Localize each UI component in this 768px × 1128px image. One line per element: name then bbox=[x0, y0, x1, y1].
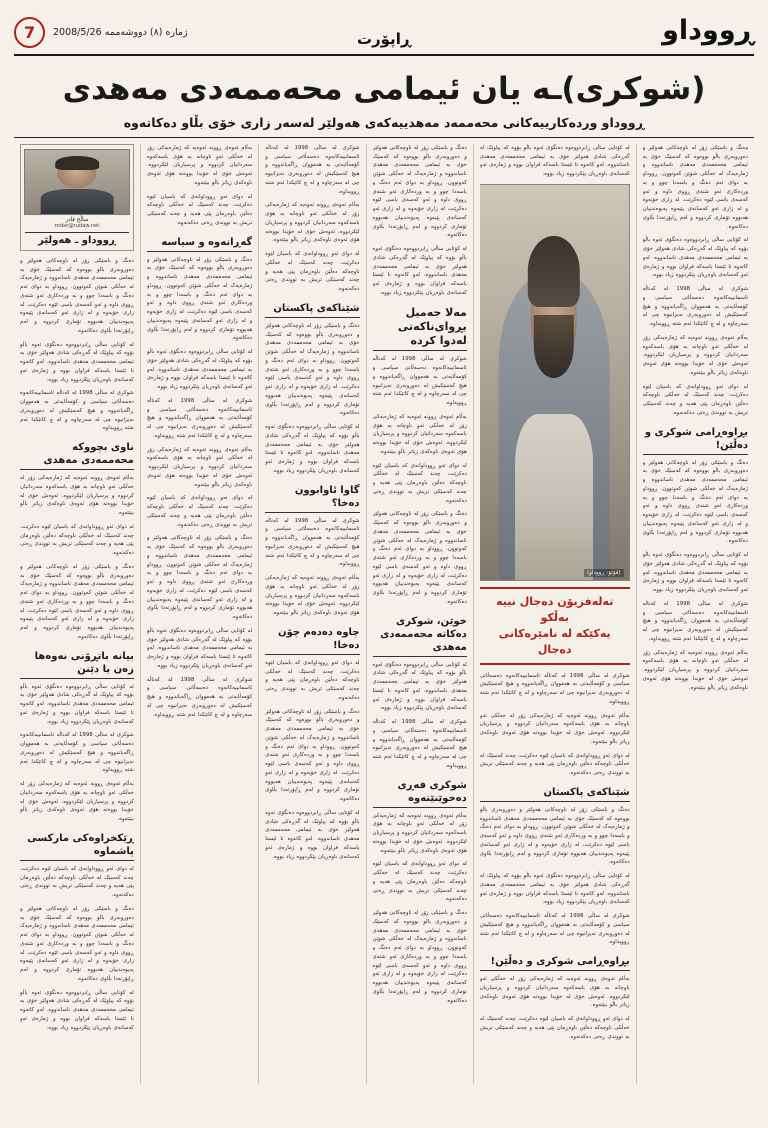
paragraph: ده‌نگ و باسێکی زۆر له‌ ناوچه‌کانی هه‌ولێر و ده‌وروبه‌ری باڵو بووه‌وه‌ که‌ که‌سێک خۆی به‌ ئیمامی محه‌ممه‌دی مه‌هدی ناساندووه‌ و ژماره‌یه‌ک له‌ خه‌ڵکی شوێن که‌وتوون. ڕووداو به‌ دوای ئه‌م ده‌نگ و باسه‌دا چوو و به‌ ورده‌کاری ئه‌و شته‌ی ڕووی داوه‌ و ئه‌و که‌سه‌ی باسی لێوه‌ ده‌کرێت، له‌ زاری خۆیه‌وه‌ و له‌ زاری ئه‌و که‌سانه‌ی پێیه‌وه‌ په‌یوه‌ندیيان هه‌بووه‌ تۆماری کردووه‌ و له‌م ڕاپۆرته‌دا بڵاوی ده‌کاته‌وه‌. bbox=[372, 910, 467, 1004]
section-heading: گاوا ئاوابوون ده‌خا؟ bbox=[265, 484, 359, 513]
paragraph: له‌ کۆتایی ساڵی ڕابردووه‌وه‌ ده‌نگۆی ئه‌وه‌ باڵو بۆوه‌ که‌ پیاوێک له‌ گه‌ڕه‌کی شادی هه‌ولێر خۆی به‌ ئیمامی محه‌ممه‌دی مه‌هدی ناساندووه‌. له‌و کاته‌وه‌ تا ئێستا باسه‌که‌ فراوان بووه‌ و ژماره‌ی ئه‌و که‌سانه‌ی باوه‌ڕیان پێکردووه‌ زیاد بووه‌. bbox=[642, 237, 748, 279]
photo-image bbox=[480, 184, 630, 581]
paragraph: به‌ڵام ئه‌وه‌ی ڕوونه‌ ئه‌وه‌یه‌ که‌ ژماره‌یه‌کی زۆر له‌ خه‌ڵکی ئه‌و ناوچانه‌ به‌ هۆی باسه‌که‌وه‌ سه‌ردانیان کردووه‌ و پرسیاریان لێکردووه‌. ئه‌وه‌ش خۆی له‌ خۆیدا بووه‌ته‌ هۆی ئه‌وه‌ی ناوه‌که‌ی زیاتر باڵو ببێته‌وه‌. bbox=[20, 475, 134, 516]
paragraph: شوکری له‌ ساڵی 1998 له‌ که‌ناڵه‌ ئاسمانیيه‌کانه‌وه‌ ده‌سه‌ڵاتی سیاسی و کۆمه‌ڵایه‌تی به‌ هه‌مووان ڕاگه‌یاندووه‌ و هیچ که‌سێکیش له‌ ده‌وروبه‌ری نه‌یزانیوه‌ چی له‌ سه‌رچاوه‌ و له‌ چ کاتێکدا ئه‌م شته‌ ڕوویداوه‌. bbox=[20, 732, 134, 774]
author-box bbox=[20, 144, 134, 251]
paragraph: له‌ دوای ئه‌و ڕووداوانه‌ی که‌ باسیان لێوه‌ ده‌کرێت، چه‌ند که‌سێک له‌ خه‌ڵکی ناوچه‌که‌ ده‌ڵێن باوه‌ڕمان پێی هه‌یه‌ و چه‌ند که‌سێکی تریش به‌ تووندی ڕه‌تی ده‌که‌نه‌وه‌. bbox=[146, 193, 253, 226]
section-title: ڕاپۆرت bbox=[356, 30, 412, 48]
paragraph: له‌ کۆتایی ساڵی ڕابردووه‌وه‌ ده‌نگۆی ئه‌وه‌ باڵو بۆوه‌ که‌ پیاوێک له‌ گه‌ڕه‌کی شادی هه‌ولێر خۆی به‌ ئیمامی محه‌ممه‌دی مه‌هدی ناساندووه‌. له‌و کاته‌وه‌ تا ئێستا باسه‌که‌ فراوان بووه‌ و ژماره‌ی ئه‌و که‌سانه‌ی باوه‌ڕیان پێکردووه‌ زیاد بووه‌. bbox=[20, 683, 134, 725]
paragraph: به‌ڵام ئه‌وه‌ی ڕوونه‌ ئه‌وه‌یه‌ که‌ ژماره‌یه‌کی زۆر له‌ خه‌ڵکی ئه‌و ناوچانه‌ به‌ هۆی باسه‌که‌وه‌ سه‌ردانیان کردووه‌ و پرسیاریان لێکردووه‌. ئه‌وه‌ش خۆی له‌ خۆیدا بووه‌ته‌ هۆی ئه‌وه‌ی ناوه‌که‌ی زیاتر باڵو ببێته‌وه‌. bbox=[642, 649, 748, 691]
paragraph: ده‌نگ و باسێکی زۆر له‌ ناوچه‌کانی هه‌ولێر و ده‌وروبه‌ری باڵو بووه‌وه‌ که‌ که‌سێک خۆی به‌ ئیمامی محه‌ممه‌دی مه‌هدی ناساندووه‌ و ژماره‌یه‌ک له‌ خه‌ڵکی شوێن که‌وتوون. ڕووداو به‌ دوای ئه‌م ده‌نگ و باسه‌دا چوو و به‌ ورده‌کاری ئه‌و شته‌ی ڕووی داوه‌ و ئه‌و که‌سه‌ی باسی لێوه‌ ده‌کرێت، له‌ زاری خۆیه‌وه‌ و له‌ زاری ئه‌و که‌سانه‌ی پێیه‌وه‌ په‌یوه‌ندیيان هه‌بووه‌ تۆماری کردووه‌ و له‌م ڕاپۆرته‌دا بڵاوی ده‌کاته‌وه‌. bbox=[372, 144, 467, 239]
paragraph: له‌ دوای ئه‌و ڕووداوانه‌ی که‌ باسیان لێوه‌ ده‌کرێت، چه‌ند که‌سێک له‌ خه‌ڵکی ناوچه‌که‌ ده‌ڵێن باوه‌ڕمان پێی هه‌یه‌ و چه‌ند که‌سێکی تریش به‌ تووندی ڕه‌تی ده‌که‌نه‌وه‌. bbox=[642, 383, 748, 416]
paragraph: ده‌نگ و باسێکی زۆر له‌ ناوچه‌کانی هه‌ولێر و ده‌وروبه‌ری باڵو بووه‌وه‌ که‌ که‌سێک خۆی به‌ ئیمامی محه‌ممه‌دی مه‌هدی ناساندووه‌ و ژماره‌یه‌ک له‌ خه‌ڵکی شوێن که‌وتوون. ڕووداو به‌ دوای ئه‌م ده‌نگ و باسه‌دا چوو و به‌ ورده‌کاری ئه‌و شته‌ی ڕووی داوه‌ و ئه‌و که‌سه‌ی باسی لێوه‌ ده‌کرێت، له‌ زاری خۆیه‌وه‌ و له‌ زاری ئه‌و که‌سانه‌ی پێیه‌وه‌ په‌یوه‌ندیيان هه‌بووه‌ تۆماری کردووه‌ و له‌م ڕاپۆرته‌دا بڵاوی ده‌کاته‌وه‌. bbox=[146, 256, 253, 342]
section-heading: ناوی بچووکه‌ محه‌ممه‌دی مه‌هدی bbox=[20, 441, 134, 470]
page-subheadline: ڕووداو ورده‌کاریيه‌کانی محه‌ممه‌د مه‌هدیيه‌که‌ی هه‌ولێر له‌سه‌ر زاری خۆی بڵاو ده‌کاته‌وه‌ bbox=[14, 115, 754, 138]
paragraph: ده‌نگ و باسێکی زۆر له‌ ناوچه‌کانی هه‌ولێر و ده‌وروبه‌ری باڵو بووه‌وه‌ که‌ که‌سێک خۆی به‌ ئیمامی محه‌ممه‌دی مه‌هدی ناساندووه‌ و ژماره‌یه‌ک له‌ خه‌ڵکی شوێن که‌وتوون. ڕووداو به‌ دوای ئه‌م ده‌نگ و باسه‌دا چوو و به‌ ورده‌کاری ئه‌و شته‌ی ڕووی داوه‌ و ئه‌و که‌سه‌ی باسی لێوه‌ ده‌کرێت، له‌ زاری خۆیه‌وه‌ و له‌ زاری ئه‌و که‌سانه‌ی پێیه‌وه‌ په‌یوه‌ندیيان هه‌بووه‌ تۆماری کردووه‌ و له‌م ڕاپۆرته‌دا بڵاوی ده‌کاته‌وه‌. bbox=[146, 535, 253, 620]
paragraph: له‌ کۆتایی ساڵی ڕابردووه‌وه‌ ده‌نگۆی ئه‌وه‌ باڵو بۆوه‌ که‌ پیاوێک له‌ گه‌ڕه‌کی شادی هه‌ولێر خۆی به‌ ئیمامی محه‌ممه‌دی مه‌هدی ناساندووه‌. له‌و کاته‌وه‌ تا ئێستا باسه‌که‌ فراوان بووه‌ و ژماره‌ی ئه‌و که‌سانه‌ی باوه‌ڕیان پێکردووه‌ زیاد بووه‌. bbox=[265, 424, 360, 474]
author-photo-hair bbox=[55, 156, 99, 170]
paragraph: له‌ کۆتایی ساڵی ڕابردووه‌وه‌ ده‌نگۆی ئه‌وه‌ باڵو بۆوه‌ که‌ پیاوێک له‌ گه‌ڕه‌کی شادی هه‌ولێر خۆی به‌ ئیمامی محه‌ممه‌دی مه‌هدی ناساندووه‌. له‌و کاته‌وه‌ تا ئێستا باسه‌که‌ فراوان بووه‌ و ژماره‌ی ئه‌و که‌سانه‌ی باوه‌ڕیان پێکردووه‌ زیاد بووه‌. bbox=[20, 989, 134, 1031]
paragraph: له‌ کۆتایی ساڵی ڕابردووه‌وه‌ ده‌نگۆی ئه‌وه‌ باڵو بۆوه‌ که‌ پیاوێک له‌ گه‌ڕه‌کی شادی هه‌ولێر خۆی به‌ ئیمامی محه‌ممه‌دی مه‌هدی ناساندووه‌. له‌و کاته‌وه‌ تا ئێستا باسه‌که‌ فراوان بووه‌ و ژماره‌ی ئه‌و که‌سانه‌ی باوه‌ڕیان پێکردووه‌ زیاد بووه‌. bbox=[372, 661, 467, 712]
paragraph: له‌ دوای ئه‌و ڕووداوانه‌ی که‌ باسیان لێوه‌ ده‌کرێت، چه‌ند که‌سێک له‌ خه‌ڵکی ناوچه‌که‌ ده‌ڵێن باوه‌ڕمان پێی هه‌یه‌ و چه‌ند که‌سێکی تریش به‌ تووندی ڕه‌تی ده‌که‌نه‌وه‌. bbox=[146, 495, 253, 528]
paragraph: له‌ کۆتایی ساڵی ڕابردووه‌وه‌ ده‌نگۆی ئه‌وه‌ باڵو بۆوه‌ که‌ پیاوێک له‌ گه‌ڕه‌کی شادی هه‌ولێر خۆی به‌ ئیمامی محه‌ممه‌دی مه‌هدی ناساندووه‌. له‌و کاته‌وه‌ تا ئێستا باسه‌که‌ فراوان بووه‌ و ژماره‌ی ئه‌و که‌سانه‌ی باوه‌ڕیان پێکردووه‌ زیاد بووه‌. bbox=[146, 349, 253, 390]
paragraph: له‌ کۆتایی ساڵی ڕابردووه‌وه‌ ده‌نگۆی ئه‌وه‌ باڵو بۆوه‌ که‌ پیاوێک له‌ گه‌ڕه‌کی شادی هه‌ولێر خۆی به‌ ئیمامی محه‌ممه‌دی مه‌هدی ناساندووه‌. له‌و کاته‌وه‌ تا ئێستا باسه‌که‌ فراوان بووه‌ و ژماره‌ی ئه‌و که‌سانه‌ی باوه‌ڕیان پێکردووه‌ زیاد بووه‌. bbox=[479, 873, 630, 906]
paragraph: شوکری له‌ ساڵی 1998 له‌ که‌ناڵه‌ ئاسمانیيه‌کانه‌وه‌ ده‌سه‌ڵاتی سیاسی و کۆمه‌ڵایه‌تی به‌ هه‌مووان ڕاگه‌یاندووه‌ و هیچ که‌سێکیش له‌ ده‌وروبه‌ری نه‌یزانیوه‌ چی له‌ سه‌رچاوه‌ و له‌ چ کاتێکدا ئه‌م شته‌ ڕوویداوه‌. bbox=[479, 913, 630, 946]
paragraph: له‌ دوای ئه‌و ڕووداوانه‌ی که‌ باسیان لێوه‌ ده‌کرێت، چه‌ند که‌سێک له‌ خه‌ڵکی ناوچه‌که‌ ده‌ڵێن باوه‌ڕمان پێی هه‌یه‌ و چه‌ند که‌سێکی تریش به‌ تووندی ڕه‌تی ده‌که‌نه‌وه‌. bbox=[265, 659, 360, 701]
paragraph: له‌ کۆتایی ساڵی ڕابردووه‌وه‌ ده‌نگۆی ئه‌وه‌ باڵو بۆوه‌ که‌ پیاوێک له‌ گه‌ڕه‌کی شادی هه‌ولێر خۆی به‌ ئیمامی محه‌ممه‌دی مه‌هدی ناساندووه‌. له‌و کاته‌وه‌ تا ئێستا باسه‌که‌ فراوان بووه‌ و ژماره‌ی ئه‌و که‌سانه‌ی باوه‌ڕیان پێکردووه‌ زیاد بووه‌. bbox=[20, 341, 134, 383]
paragraph: به‌ڵام ئه‌وه‌ی ڕوونه‌ ئه‌وه‌یه‌ که‌ ژماره‌یه‌کی زۆر له‌ خه‌ڵکی ئه‌و ناوچانه‌ به‌ هۆی باسه‌که‌وه‌ سه‌ردانیان کردووه‌ و پرسیاریان لێکردووه‌. ئه‌وه‌ش خۆی له‌ خۆیدا بووه‌ته‌ هۆی ئه‌وه‌ی ناوه‌که‌ی زیاتر باڵو ببێته‌وه‌. bbox=[146, 144, 253, 186]
pull-quote-line-2: یه‌کێکه‌ له‌ نامێره‌کانی دەجال bbox=[498, 626, 611, 656]
column-5 bbox=[140, 144, 258, 1084]
author-photo-body bbox=[41, 189, 114, 213]
paragraph: ده‌نگ و باسێکی زۆر له‌ ناوچه‌کانی هه‌ولێر و ده‌وروبه‌ری باڵو بووه‌وه‌ که‌ که‌سێک خۆی به‌ ئیمامی محه‌ممه‌دی مه‌هدی ناساندووه‌ و ژماره‌یه‌ک له‌ خه‌ڵکی شوێن که‌وتوون. ڕووداو به‌ دوای ئه‌م ده‌نگ و باسه‌دا چوو و به‌ ورده‌کاری ئه‌و شته‌ی ڕووی داوه‌ و ئه‌و که‌سه‌ی باسی لێوه‌ ده‌کرێت، له‌ زاری خۆیه‌وه‌ و له‌ زاری ئه‌و که‌سانه‌ی پێیه‌وه‌ په‌یوه‌ندیيان هه‌بووه‌ تۆماری کردووه‌ و له‌م ڕاپۆرته‌دا بڵاوی ده‌کاته‌وه‌. bbox=[20, 905, 134, 982]
paragraph: له‌ دوای ئه‌و ڕووداوانه‌ی که‌ باسیان لێوه‌ ده‌کرێت، چه‌ند که‌سێک له‌ خه‌ڵکی ناوچه‌که‌ ده‌ڵێن باوه‌ڕمان پێی هه‌یه‌ و چه‌ند که‌سێکی تریش به‌ تووندی ڕه‌تی ده‌که‌نه‌وه‌. bbox=[265, 251, 360, 292]
paragraph: له‌ کۆتایی ساڵی ڕابردووه‌وه‌ ده‌نگۆی ئه‌وه‌ باڵو بۆوه‌ که‌ پیاوێک له‌ گه‌ڕه‌کی شادی هه‌ولێر خۆی به‌ ئیمامی محه‌ممه‌دی مه‌هدی ناساندووه‌. له‌و کاته‌وه‌ تا ئێستا باسه‌که‌ فراوان بووه‌ و ژماره‌ی ئه‌و که‌سانه‌ی باوه‌ڕیان پێکردووه‌ زیاد بووه‌. bbox=[146, 627, 253, 669]
section-heading: شێناکه‌ی پاکستان bbox=[480, 786, 630, 802]
section-heading: ڕێکخراوه‌کی مارکسی پاشماوه‌ bbox=[20, 832, 134, 861]
section-heading: خوێن، شوکری دەکاته‌ محه‌ممه‌دی مه‌هدی bbox=[373, 615, 467, 657]
masthead-left bbox=[14, 17, 188, 48]
article-columns bbox=[14, 144, 754, 1084]
section-heading: بڕاوه‌ڕامی شوکری و ده‌ڵێن! bbox=[643, 426, 748, 455]
paragraph: شوکری له‌ ساڵی 1998 له‌ که‌ناڵه‌ ئاسمانیيه‌کانه‌وه‌ ده‌سه‌ڵاتی سیاسی و کۆمه‌ڵایه‌تی به‌ هه‌مووان ڕاگه‌یاندووه‌ و هیچ که‌سێکیش له‌ ده‌وروبه‌ری نه‌یزانیوه‌ چی له‌ سه‌رچاوه‌ و له‌ چ کاتێکدا ئه‌م شته‌ ڕوویداوه‌. bbox=[265, 144, 360, 195]
page-headline: (شوکری)ـه‌ یان ئیمامی محه‌ممه‌دی مه‌هدی bbox=[62, 71, 706, 107]
paragraph: شوکری له‌ ساڵی 1998 له‌ که‌ناڵه‌ ئاسمانیيه‌کانه‌وه‌ ده‌سه‌ڵاتی سیاسی و کۆمه‌ڵایه‌تی به‌ هه‌مووان ڕاگه‌یاندووه‌ و هیچ که‌سێکیش له‌ ده‌وروبه‌ری نه‌یزانیوه‌ چی له‌ سه‌رچاوه‌ و له‌ چ کاتێکدا ئه‌م شته‌ ڕوویداوه‌. bbox=[20, 390, 134, 432]
pull-quote-line-1: ته‌لەفزیۆن دەجال نیيه‌ به‌ڵکو bbox=[496, 594, 614, 624]
section-heading: مەلا جەمیل بڕوای‌ناکەتی لەدوا کردە bbox=[373, 306, 467, 352]
column-1 bbox=[636, 144, 754, 1084]
paragraph: شوکری له‌ ساڵی 1998 له‌ که‌ناڵه‌ ئاسمانیيه‌کانه‌وه‌ ده‌سه‌ڵاتی سیاسی و کۆمه‌ڵایه‌تی به‌ هه‌مووان ڕاگه‌یاندووه‌ و هیچ که‌سێکیش له‌ ده‌وروبه‌ری نه‌یزانیوه‌ چی له‌ سه‌رچاوه‌ و له‌ چ کاتێکدا ئه‌م شته‌ ڕوویداوه‌. bbox=[642, 286, 748, 327]
section-heading: شێناکه‌ی پاکستان bbox=[265, 302, 359, 318]
paragraph: له‌ دوای ئه‌و ڕووداوانه‌ی که‌ باسیان لێوه‌ ده‌کرێت، چه‌ند که‌سێک له‌ خه‌ڵکی ناوچه‌که‌ ده‌ڵێن باوه‌ڕمان پێی هه‌یه‌ و چه‌ند که‌سێکی تریش به‌ تووندی ڕه‌تی ده‌که‌نه‌وه‌. bbox=[372, 861, 467, 903]
paragraph: به‌ڵام ئه‌وه‌ی ڕوونه‌ ئه‌وه‌یه‌ که‌ ژماره‌یه‌کی زۆر له‌ خه‌ڵکی ئه‌و ناوچانه‌ به‌ هۆی باسه‌که‌وه‌ سه‌ردانیان کردووه‌ و پرسیاریان لێکردووه‌. ئه‌وه‌ش خۆی له‌ خۆیدا بووه‌ته‌ هۆی ئه‌وه‌ی ناوه‌که‌ی زیاتر باڵو ببێته‌وه‌. bbox=[146, 446, 253, 488]
article-photo bbox=[480, 184, 630, 581]
paragraph: به‌ڵام ئه‌وه‌ی ڕوونه‌ ئه‌وه‌یه‌ که‌ ژماره‌یه‌کی زۆر له‌ خه‌ڵکی ئه‌و ناوچانه‌ به‌ هۆی باسه‌که‌وه‌ سه‌ردانیان کردووه‌ و پرسیاریان لێکردووه‌. ئه‌وه‌ش خۆی له‌ خۆیدا بووه‌ته‌ هۆی ئه‌وه‌ی ناوه‌که‌ی زیاتر باڵو ببێته‌وه‌. bbox=[479, 712, 630, 745]
page-number: 7 bbox=[14, 17, 45, 48]
paragraph: به‌ڵام ئه‌وه‌ی ڕوونه‌ ئه‌وه‌یه‌ که‌ ژماره‌یه‌کی زۆر له‌ خه‌ڵکی ئه‌و ناوچانه‌ به‌ هۆی باسه‌که‌وه‌ سه‌ردانیان کردووه‌ و پرسیاریان لێکردووه‌. ئه‌وه‌ش خۆی له‌ خۆیدا بووه‌ته‌ هۆی ئه‌وه‌ی ناوه‌که‌ی زیاتر باڵو ببێته‌وه‌. bbox=[20, 781, 134, 822]
paragraph: له‌ دوای ئه‌و ڕووداوانه‌ی که‌ باسیان لێوه‌ ده‌کرێت، چه‌ند که‌سێک له‌ خه‌ڵکی ناوچه‌که‌ ده‌ڵێن باوه‌ڕمان پێی هه‌یه‌ و چه‌ند که‌سێکی تریش به‌ تووندی ڕه‌تی ده‌که‌نه‌وه‌. bbox=[372, 462, 467, 504]
masthead-logo: ڕووداو bbox=[662, 14, 754, 46]
photo-subject-shirt bbox=[515, 414, 593, 580]
paragraph: به‌ڵام ئه‌وه‌ی ڕوونه‌ ئه‌وه‌یه‌ که‌ ژماره‌یه‌کی زۆر له‌ خه‌ڵکی ئه‌و ناوچانه‌ به‌ هۆی باسه‌که‌وه‌ سه‌ردانیان کردووه‌ و پرسیاریان لێکردووه‌. ئه‌وه‌ش خۆی له‌ خۆیدا بووه‌ته‌ هۆی ئه‌وه‌ی ناوه‌که‌ی زیاتر باڵو ببێته‌وه‌. bbox=[479, 976, 630, 1009]
author-email: rodar@rudaw.net bbox=[54, 222, 100, 229]
paragraph: به‌ڵام ئه‌وه‌ی ڕوونه‌ ئه‌وه‌یه‌ که‌ ژماره‌یه‌کی زۆر له‌ خه‌ڵکی ئه‌و ناوچانه‌ به‌ هۆی باسه‌که‌وه‌ سه‌ردانیان کردووه‌ و پرسیاریان لێکردووه‌. ئه‌وه‌ش خۆی له‌ خۆیدا بووه‌ته‌ هۆی ئه‌وه‌ی ناوه‌که‌ی زیاتر باڵو ببێته‌وه‌. bbox=[642, 334, 748, 376]
paragraph: شوکری له‌ ساڵی 1998 له‌ که‌ناڵه‌ ئاسمانیيه‌کانه‌وه‌ ده‌سه‌ڵاتی سیاسی و کۆمه‌ڵایه‌تی به‌ هه‌مووان ڕاگه‌یاندووه‌ و هیچ که‌سێکیش له‌ ده‌وروبه‌ری نه‌یزانیوه‌ چی له‌ سه‌رچاوه‌ و له‌ چ کاتێکدا ئه‌م شته‌ ڕوویداوه‌. bbox=[146, 676, 253, 718]
paragraph: ده‌نگ و باسێکی زۆر له‌ ناوچه‌کانی هه‌ولێر و ده‌وروبه‌ری باڵو بووه‌وه‌ که‌ که‌سێک خۆی به‌ ئیمامی محه‌ممه‌دی مه‌هدی ناساندووه‌ و ژماره‌یه‌ک له‌ خه‌ڵکی شوێن که‌وتوون. ڕووداو به‌ دوای ئه‌م ده‌نگ و باسه‌دا چوو و به‌ ورده‌کاری ئه‌و شته‌ی ڕووی داوه‌ و ئه‌و که‌سه‌ی باسی لێوه‌ ده‌کرێت، له‌ زاری خۆیه‌وه‌ و له‌ زاری ئه‌و که‌سانه‌ی پێیه‌وه‌ په‌یوه‌ندیيان هه‌بووه‌ تۆماری کردووه‌ و له‌م ڕاپۆرته‌دا بڵاوی ده‌کاته‌وه‌. bbox=[372, 511, 467, 605]
author-photo bbox=[24, 149, 130, 215]
paragraph: له‌ کۆتایی ساڵی ڕابردووه‌وه‌ ده‌نگۆی ئه‌وه‌ باڵو بۆوه‌ که‌ پیاوێک له‌ گه‌ڕه‌کی شادی هه‌ولێر خۆی به‌ ئیمامی محه‌ممه‌دی مه‌هدی ناساندووه‌. له‌و کاته‌وه‌ تا ئێستا باسه‌که‌ فراوان بووه‌ و ژماره‌ی ئه‌و که‌سانه‌ی باوه‌ڕیان پێکردووه‌ زیاد بووه‌. bbox=[265, 809, 360, 860]
section-heading: بیانه‌ باتڕۆنی نه‌وه‌ها زه‌ن یا دێنن bbox=[20, 650, 134, 679]
pull-quote bbox=[480, 587, 630, 665]
paragraph: له‌ دوای ئه‌و ڕووداوانه‌ی که‌ باسیان لێوه‌ ده‌کرێت، چه‌ند که‌سێک له‌ خه‌ڵکی ناوچه‌که‌ ده‌ڵێن باوه‌ڕمان پێی هه‌یه‌ و چه‌ند که‌سێکی تریش به‌ تووندی ڕه‌تی ده‌که‌نه‌وه‌. bbox=[20, 523, 134, 556]
paragraph: له‌ کۆتایی ساڵی ڕابردووه‌وه‌ ده‌نگۆی ئه‌وه‌ باڵو بۆوه‌ که‌ پیاوێک له‌ گه‌ڕه‌کی شادی هه‌ولێر خۆی به‌ ئیمامی محه‌ممه‌دی مه‌هدی ناساندووه‌. له‌و کاته‌وه‌ تا ئێستا باسه‌که‌ فراوان بووه‌ و ژماره‌ی ئه‌و که‌سانه‌ی باوه‌ڕیان پێکردووه‌ زیاد بووه‌. bbox=[372, 246, 467, 296]
paragraph: به‌ڵام ئه‌وه‌ی ڕوونه‌ ئه‌وه‌یه‌ که‌ ژماره‌یه‌کی زۆر له‌ خه‌ڵکی ئه‌و ناوچانه‌ به‌ هۆی باسه‌که‌وه‌ سه‌ردانیان کردووه‌ و پرسیاریان لێکردووه‌. ئه‌وه‌ش خۆی له‌ خۆیدا بووه‌ته‌ هۆی ئه‌وه‌ی ناوه‌که‌ی زیاتر باڵو ببێته‌وه‌. bbox=[265, 575, 360, 616]
paragraph: شوکری له‌ ساڵی 1998 له‌ که‌ناڵه‌ ئاسمانیيه‌کانه‌وه‌ ده‌سه‌ڵاتی سیاسی و کۆمه‌ڵایه‌تی به‌ هه‌مووان ڕاگه‌یاندووه‌ و هیچ که‌سێکیش له‌ ده‌وروبه‌ری نه‌یزانیوه‌ چی له‌ سه‌رچاوه‌ و له‌ چ کاتێکدا ئه‌م شته‌ ڕوویداوه‌. bbox=[146, 397, 253, 439]
paragraph: له‌ کۆتایی ساڵی ڕابردووه‌وه‌ ده‌نگۆی ئه‌وه‌ باڵو بۆوه‌ که‌ پیاوێک له‌ گه‌ڕه‌کی شادی هه‌ولێر خۆی به‌ ئیمامی محه‌ممه‌دی مه‌هدی ناساندووه‌. له‌و کاته‌وه‌ تا ئێستا باسه‌که‌ فراوان بووه‌ و ژماره‌ی ئه‌و که‌سانه‌ی باوه‌ڕیان پێکردووه‌ زیاد بووه‌. bbox=[479, 144, 630, 177]
column-3 bbox=[366, 144, 473, 1084]
paragraph: ده‌نگ و باسێکی زۆر له‌ ناوچه‌کانی هه‌ولێر و ده‌وروبه‌ری باڵو بووه‌وه‌ که‌ که‌سێک خۆی به‌ ئیمامی محه‌ممه‌دی مه‌هدی ناساندووه‌ و ژماره‌یه‌ک له‌ خه‌ڵکی شوێن که‌وتوون. ڕووداو به‌ دوای ئه‌م ده‌نگ و باسه‌دا چوو و به‌ ورده‌کاری ئه‌و شته‌ی ڕووی داوه‌ و ئه‌و که‌سه‌ی باسی لێوه‌ ده‌کرێت، له‌ زاری خۆیه‌وه‌ و له‌ زاری ئه‌و که‌سانه‌ی پێیه‌وه‌ په‌یوه‌ندیيان هه‌بووه‌ تۆماری کردووه‌ و له‌م ڕاپۆرته‌دا بڵاوی ده‌کاته‌وه‌. bbox=[265, 322, 360, 417]
masthead bbox=[14, 10, 754, 56]
section-heading: شوکری فه‌ڕی دەخوێنێته‌وه‌ bbox=[373, 779, 467, 808]
paragraph: شوکری له‌ ساڵی 1998 له‌ که‌ناڵه‌ ئاسمانیيه‌کانه‌وه‌ ده‌سه‌ڵاتی سیاسی و کۆمه‌ڵایه‌تی به‌ هه‌مووان ڕاگه‌یاندووه‌ و هیچ که‌سێکیش له‌ ده‌وروبه‌ری نه‌یزانیوه‌ چی له‌ سه‌رچاوه‌ و له‌ چ کاتێکدا ئه‌م شته‌ ڕوویداوه‌. bbox=[265, 517, 360, 568]
author-name: ساڵح قادر bbox=[65, 216, 89, 223]
column-2 bbox=[473, 144, 636, 1084]
paragraph: ده‌نگ و باسێکی زۆر له‌ ناوچه‌کانی هه‌ولێر و ده‌وروبه‌ری باڵو بووه‌وه‌ که‌ که‌سێک خۆی به‌ ئیمامی محه‌ممه‌دی مه‌هدی ناساندووه‌ و ژماره‌یه‌ک له‌ خه‌ڵکی شوێن که‌وتوون. ڕووداو به‌ دوای ئه‌م ده‌نگ و باسه‌دا چوو و به‌ ورده‌کاری ئه‌و شته‌ی ڕووی داوه‌ و ئه‌و که‌سه‌ی باسی لێوه‌ ده‌کرێت، له‌ زاری خۆیه‌وه‌ و له‌ زاری ئه‌و که‌سانه‌ی پێیه‌وه‌ په‌یوه‌ندیيان هه‌بووه‌ تۆماری کردووه‌ و له‌م ڕاپۆرته‌دا بڵاوی ده‌کاته‌وه‌. bbox=[642, 459, 748, 545]
section-heading: گه‌ڕانه‌وه‌ و سیاسه‌ bbox=[147, 236, 252, 252]
paragraph: ده‌نگ و باسێکی زۆر له‌ ناوچه‌کانی هه‌ولێر و ده‌وروبه‌ری باڵو بووه‌وه‌ که‌ که‌سێک خۆی به‌ ئیمامی محه‌ممه‌دی مه‌هدی ناساندووه‌ و ژماره‌یه‌ک له‌ خه‌ڵکی شوێن که‌وتوون. ڕووداو به‌ دوای ئه‌م ده‌نگ و باسه‌دا چوو و به‌ ورده‌کاری ئه‌و شته‌ی ڕووی داوه‌ و ئه‌و که‌سه‌ی باسی لێوه‌ ده‌کرێت، له‌ زاری خۆیه‌وه‌ و له‌ زاری ئه‌و که‌سانه‌ی پێیه‌وه‌ په‌یوه‌ندیيان هه‌بووه‌ تۆماری کردووه‌ و له‌م ڕاپۆرته‌دا بڵاوی ده‌کاته‌وه‌. bbox=[265, 708, 360, 802]
paragraph: ده‌نگ و باسێکی زۆر له‌ ناوچه‌کانی هه‌ولێر و ده‌وروبه‌ری باڵو بووه‌وه‌ که‌ که‌سێک خۆی به‌ ئیمامی محه‌ممه‌دی مه‌هدی ناساندووه‌ و ژماره‌یه‌ک له‌ خه‌ڵکی شوێن که‌وتوون. ڕووداو به‌ دوای ئه‌م ده‌نگ و باسه‌دا چوو و به‌ ورده‌کاری ئه‌و شته‌ی ڕووی داوه‌ و ئه‌و که‌سه‌ی باسی لێوه‌ ده‌کرێت، له‌ زاری خۆیه‌وه‌ و له‌ زاری ئه‌و که‌سانه‌ی پێیه‌وه‌ په‌یوه‌ندیيان هه‌بووه‌ تۆماری کردووه‌ و له‌م ڕاپۆرته‌دا بڵاوی ده‌کاته‌وه‌. bbox=[20, 257, 134, 334]
paragraph: له‌ دوای ئه‌و ڕووداوانه‌ی که‌ باسیان لێوه‌ ده‌کرێت، چه‌ند که‌سێک له‌ خه‌ڵکی ناوچه‌که‌ ده‌ڵێن باوه‌ڕمان پێی هه‌یه‌ و چه‌ند که‌سێکی تریش به‌ تووندی ڕه‌تی ده‌که‌نه‌وه‌. bbox=[20, 865, 134, 898]
author-role: ڕووداو ـ هه‌ولێر bbox=[25, 232, 129, 246]
paragraph: شوکری له‌ ساڵی 1998 له‌ که‌ناڵه‌ ئاسمانیيه‌کانه‌وه‌ ده‌سه‌ڵاتی سیاسی و کۆمه‌ڵایه‌تی به‌ هه‌مووان ڕاگه‌یاندووه‌ و هیچ که‌سێکیش له‌ ده‌وروبه‌ری نه‌یزانیوه‌ چی له‌ سه‌رچاوه‌ و له‌ چ کاتێکدا ئه‌م شته‌ ڕوویداوه‌. bbox=[372, 356, 467, 407]
paragraph: شوکری له‌ ساڵی 1998 له‌ که‌ناڵه‌ ئاسمانیيه‌کانه‌وه‌ ده‌سه‌ڵاتی سیاسی و کۆمه‌ڵایه‌تی به‌ هه‌مووان ڕاگه‌یاندووه‌ و هیچ که‌سێکیش له‌ ده‌وروبه‌ری نه‌یزانیوه‌ چی له‌ سه‌رچاوه‌ و له‌ چ کاتێکدا ئه‌م شته‌ ڕوویداوه‌. bbox=[479, 672, 630, 705]
section-heading: بڕاوه‌ڕامی شوکری و ده‌ڵێن! bbox=[480, 955, 630, 971]
paragraph: شوکری له‌ ساڵی 1998 له‌ که‌ناڵه‌ ئاسمانیيه‌کانه‌وه‌ ده‌سه‌ڵاتی سیاسی و کۆمه‌ڵایه‌تی به‌ هه‌مووان ڕاگه‌یاندووه‌ و هیچ که‌سێکیش له‌ ده‌وروبه‌ری نه‌یزانیوه‌ چی له‌ سه‌رچاوه‌ و له‌ چ کاتێکدا ئه‌م شته‌ ڕوویداوه‌. bbox=[372, 719, 467, 769]
paragraph: له‌ دوای ئه‌و ڕووداوانه‌ی که‌ باسیان لێوه‌ ده‌کرێت، چه‌ند که‌سێک له‌ خه‌ڵکی ناوچه‌که‌ ده‌ڵێن باوه‌ڕمان پێی هه‌یه‌ و چه‌ند که‌سێکی تریش به‌ تووندی ڕه‌تی ده‌که‌نه‌وه‌. bbox=[479, 1016, 630, 1040]
paragraph: به‌ڵام ئه‌وه‌ی ڕوونه‌ ئه‌وه‌یه‌ که‌ ژماره‌یه‌کی زۆر له‌ خه‌ڵکی ئه‌و ناوچانه‌ به‌ هۆی باسه‌که‌وه‌ سه‌ردانیان کردووه‌ و پرسیاریان لێکردووه‌. ئه‌وه‌ش خۆی له‌ خۆیدا بووه‌ته‌ هۆی ئه‌وه‌ی ناوه‌که‌ی زیاتر باڵو ببێته‌وه‌. bbox=[372, 413, 467, 455]
column-4 bbox=[258, 144, 365, 1084]
paragraph: به‌ڵام ئه‌وه‌ی ڕوونه‌ ئه‌وه‌یه‌ که‌ ژماره‌یه‌کی زۆر له‌ خه‌ڵکی ئه‌و ناوچانه‌ به‌ هۆی باسه‌که‌وه‌ سه‌ردانیان کردووه‌ و پرسیاریان لێکردووه‌. ئه‌وه‌ش خۆی له‌ خۆیدا بووه‌ته‌ هۆی ئه‌وه‌ی ناوه‌که‌ی زیاتر باڵو ببێته‌وه‌. bbox=[372, 812, 467, 854]
paragraph: ده‌نگ و باسێکی زۆر له‌ ناوچه‌کانی هه‌ولێر و ده‌وروبه‌ری باڵو بووه‌وه‌ که‌ که‌سێک خۆی به‌ ئیمامی محه‌ممه‌دی مه‌هدی ناساندووه‌ و ژماره‌یه‌ک له‌ خه‌ڵکی شوێن که‌وتوون. ڕووداو به‌ دوای ئه‌م ده‌نگ و باسه‌دا چوو و به‌ ورده‌کاری ئه‌و شته‌ی ڕووی داوه‌ و ئه‌و که‌سه‌ی باسی لێوه‌ ده‌کرێت، له‌ زاری خۆیه‌وه‌ و له‌ زاری ئه‌و که‌سانه‌ی پێیه‌وه‌ په‌یوه‌ندیيان هه‌بووه‌ تۆماری کردووه‌ و له‌م ڕاپۆرته‌دا بڵاوی ده‌کاته‌وه‌. bbox=[20, 563, 134, 640]
paragraph: له‌ دوای ئه‌و ڕووداوانه‌ی که‌ باسیان لێوه‌ ده‌کرێت، چه‌ند که‌سێک له‌ خه‌ڵکی ناوچه‌که‌ ده‌ڵێن باوه‌ڕمان پێی هه‌یه‌ و چه‌ند که‌سێکی تریش به‌ تووندی ڕه‌تی ده‌که‌نه‌وه‌. bbox=[479, 752, 630, 776]
photo-subject-hair bbox=[527, 236, 579, 307]
section-heading: چاوه‌ ده‌ده‌م چۆن ده‌خا! bbox=[265, 626, 359, 655]
issue-line: ژماره‌ (٨) دووشه‌ممه‌ 2008/5/26 bbox=[53, 26, 188, 38]
paragraph: له‌ کۆتایی ساڵی ڕابردووه‌وه‌ ده‌نگۆی ئه‌وه‌ باڵو بۆوه‌ که‌ پیاوێک له‌ گه‌ڕه‌کی شادی هه‌ولێر خۆی به‌ ئیمامی محه‌ممه‌دی مه‌هدی ناساندووه‌. له‌و کاته‌وه‌ تا ئێستا باسه‌که‌ فراوان بووه‌ و ژماره‌ی ئه‌و که‌سانه‌ی باوه‌ڕیان پێکردووه‌ زیاد بووه‌. bbox=[642, 552, 748, 593]
paragraph: ده‌نگ و باسێکی زۆر له‌ ناوچه‌کانی هه‌ولێر و ده‌وروبه‌ری باڵو بووه‌وه‌ که‌ که‌سێک خۆی به‌ ئیمامی محه‌ممه‌دی مه‌هدی ناساندووه‌ و ژماره‌یه‌ک له‌ خه‌ڵکی شوێن که‌وتوون. ڕووداو به‌ دوای ئه‌م ده‌نگ و باسه‌دا چوو و به‌ ورده‌کاری ئه‌و شته‌ی ڕووی داوه‌ و ئه‌و که‌سه‌ی باسی لێوه‌ ده‌کرێت، له‌ زاری خۆیه‌وه‌ و له‌ زاری ئه‌و که‌سانه‌ی پێیه‌وه‌ په‌یوه‌ندیيان هه‌بووه‌ تۆماری کردووه‌ و له‌م ڕاپۆرته‌دا بڵاوی ده‌کاته‌وه‌. bbox=[479, 806, 630, 866]
paragraph: ده‌نگ و باسێکی زۆر له‌ ناوچه‌کانی هه‌ولێر و ده‌وروبه‌ری باڵو بووه‌وه‌ که‌ که‌سێک خۆی به‌ ئیمامی محه‌ممه‌دی مه‌هدی ناساندووه‌ و ژماره‌یه‌ک له‌ خه‌ڵکی شوێن که‌وتوون. ڕووداو به‌ دوای ئه‌م ده‌نگ و باسه‌دا چوو و به‌ ورده‌کاری ئه‌و شته‌ی ڕووی داوه‌ و ئه‌و که‌سه‌ی باسی لێوه‌ ده‌کرێت، له‌ زاری خۆیه‌وه‌ و له‌ زاری ئه‌و که‌سانه‌ی پێیه‌وه‌ په‌یوه‌ندیيان هه‌بووه‌ تۆماری کردووه‌ و له‌م ڕاپۆرته‌دا بڵاوی ده‌کاته‌وه‌. bbox=[642, 144, 748, 230]
column-6 bbox=[14, 144, 140, 1084]
paragraph: شوکری له‌ ساڵی 1998 له‌ که‌ناڵه‌ ئاسمانیيه‌کانه‌وه‌ ده‌سه‌ڵاتی سیاسی و کۆمه‌ڵایه‌تی به‌ هه‌مووان ڕاگه‌یاندووه‌ و هیچ که‌سێکیش له‌ ده‌وروبه‌ری نه‌یزانیوه‌ چی له‌ سه‌رچاوه‌ و له‌ چ کاتێکدا ئه‌م شته‌ ڕوویداوه‌. bbox=[642, 600, 748, 642]
paragraph: به‌ڵام ئه‌وه‌ی ڕوونه‌ ئه‌وه‌یه‌ که‌ ژماره‌یه‌کی زۆر له‌ خه‌ڵکی ئه‌و ناوچانه‌ به‌ هۆی باسه‌که‌وه‌ سه‌ردانیان کردووه‌ و پرسیاریان لێکردووه‌. ئه‌وه‌ش خۆی له‌ خۆیدا بووه‌ته‌ هۆی ئه‌وه‌ی ناوه‌که‌ی زیاتر باڵو ببێته‌وه‌. bbox=[265, 202, 360, 244]
photo-credit: (فۆتۆ: ڕووداو) bbox=[584, 569, 624, 577]
